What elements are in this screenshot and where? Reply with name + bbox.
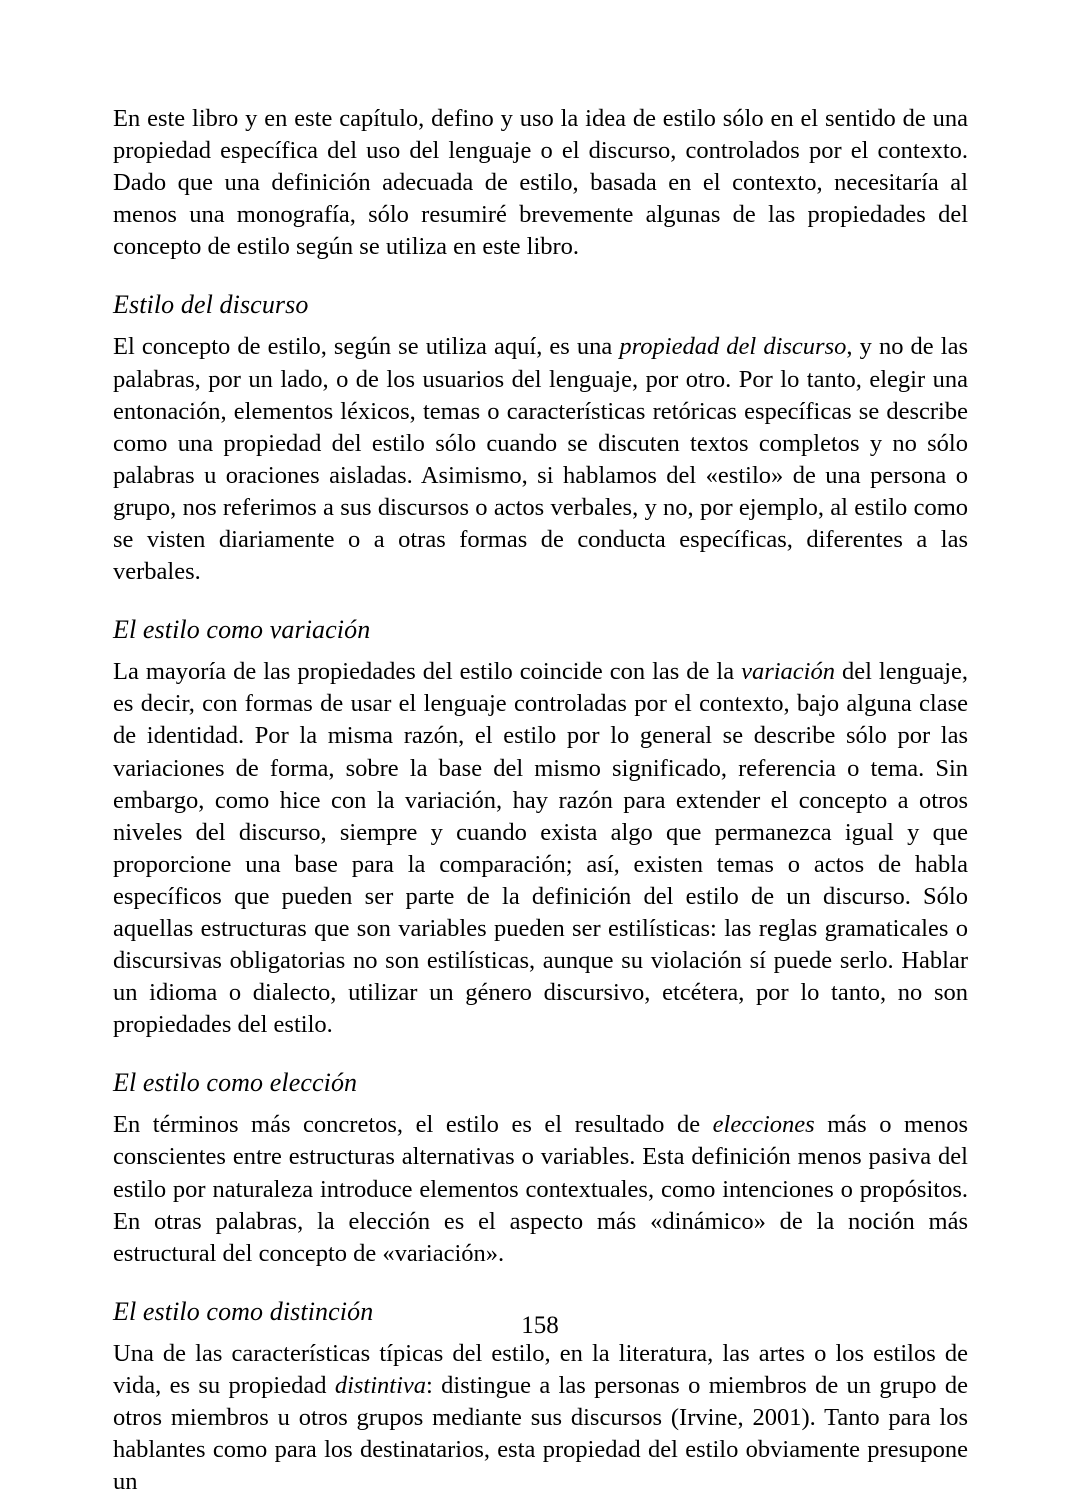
paragraph-text-after-emphasis: , y no de las palabras, por un lado, o de los usuarios del lenguaje, por otro. Por lo tanto, elegir una entonación, elementos léxicos, temas o características retóricas específicas se describe como una propiedad del estilo sólo cuando se discuten textos completos y no sólo palabras u oraciones aisladas. Asimismo, si hablamos del «estilo» de una persona o grupo, nos referimos a sus discursos o actos verbales, y no, por ejemplo, al estilo como se visten diariamente o a otras formas de conducta específicas, diferentes a las verbales. (113, 333, 968, 586)
paragraph-text-before-emphasis: El concepto de estilo, según se utiliza aquí, es una (113, 333, 620, 361)
paragraph-text-before-emphasis: En términos más concretos, el estilo es el resultado de (113, 1111, 713, 1139)
text-column (113, 103, 968, 1498)
emphasis-elecciones: elecciones (712, 1111, 815, 1139)
section-heading-el-estilo-como-variacion: El estilo como variación (113, 615, 371, 645)
section-paragraph-el-estilo-como-distincion (113, 1338, 968, 1498)
page-number: 158 (521, 1312, 559, 1339)
paragraph-text-after-emphasis: : distingue a las personas o miembros de un grupo de otros miembros u otros grupos mediante sus discursos (Irvine, 2001). Tanto para los hablantes como para los destinatarios, esta propiedad del estilo obviamente presupone un (113, 1371, 968, 1496)
emphasis-variacion: variación (741, 658, 835, 686)
section-paragraph-el-estilo-como-variacion (113, 656, 968, 1041)
paragraph-spacer (113, 1270, 968, 1296)
intro-paragraph: En este libro y en este capítulo, defino y uso la idea de estilo sólo en el sentido de una propiedad específica del uso del lenguaje o el discurso, controlados por el contexto. Dado que una definición adecuada de estilo, basada en el contexto, necesitaría al menos una monografía, sólo resumiré brevemente algunas de las propiedades del concepto de estilo según se utiliza en este libro. (113, 105, 968, 261)
section-paragraph-estilo-del-discurso (113, 331, 968, 588)
paragraph-text-before-emphasis: Una de las características típicas del estilo, en la literatura, las artes o los estilos de vida, es su propiedad (113, 1339, 968, 1399)
paragraph-spacer (113, 263, 968, 289)
heading-spacer (113, 1099, 968, 1109)
emphasis-distintiva: distintiva (334, 1371, 427, 1399)
section-heading-el-estilo-como-distincion: El estilo como distinción (113, 1296, 374, 1326)
paragraph-text-after-emphasis: más o menos conscientes entre estructuras alternativas o variables. Esta definición menos pasiva del estilo por naturaleza introduce elementos contextuales, como intenciones o propósitos. En otras palabras, la elección es el aspecto más «dinámico» de la noción más estructural del concepto de «variación». (113, 1111, 969, 1267)
paragraph-spacer (113, 588, 968, 614)
paragraph-text-after-emphasis: del lenguaje, es decir, con formas de usar el lenguaje controladas por el contexto, bajo alguna clase de identidad. Por la misma razón, el estilo por lo general se describe sólo por las variaciones de forma, sobre la base del mismo significado, referencia o tema. Sin embargo, como hice con la variación, hay razón para extender el concepto a otros niveles del discurso, siempre y cuando exista algo que permanezca igual y que proporcione una base para la comparación; así, existen temas o actos de habla específicos que pueden ser parte de la definición del estilo de un discurso. Sólo aquellas estructuras que son variables pueden ser estilísticas: las reglas gramaticales o discursivas obligatorias no son estilísticas, aunque su violación sí puede serlo. Hablar un idioma o dialecto, utilizar un género discursivo, etcétera, por lo tanto, no son propiedades del estilo. (113, 658, 969, 1039)
paragraph-text-before-emphasis: La mayoría de las propiedades del estilo coincide con las de la (113, 658, 742, 686)
emphasis-propiedad-del-discurso: propiedad del discurso (619, 333, 847, 361)
section-heading-el-estilo-como-eleccion: El estilo como elección (113, 1068, 358, 1098)
paragraph-spacer (113, 1041, 968, 1067)
heading-spacer (113, 321, 968, 331)
section-heading-estilo-del-discurso: Estilo del discurso (113, 290, 309, 320)
section-paragraph-el-estilo-como-eleccion (113, 1109, 968, 1269)
heading-spacer (113, 646, 968, 656)
